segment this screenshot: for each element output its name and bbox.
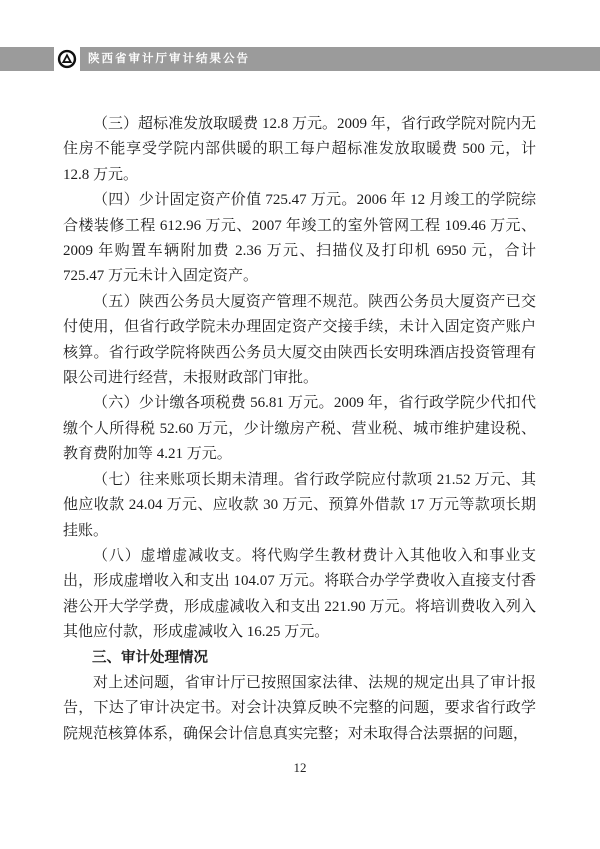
paragraph: （七）往来账项长期未清理。省行政学院应付款项 21.52 万元、其他应收款 24.04 万元、应收款 30 万元、预算外借款 17 万元等款项长期挂账。: [63, 471, 536, 539]
section-heading: 三、审计处理情况: [92, 649, 208, 666]
paragraph: （四）少计固定资产价值 725.47 万元。2006 年 12 月竣工的学院综合楼装修工程 612.96 万元、2007 年竣工的室外管网工程 109.46 万元、2009 年购置车辆附加费 2.36 万元、扫描仪及打印机 6950 元，合计 725.47 万元未计入固定资产。: [63, 192, 536, 285]
audit-emblem-icon: [57, 49, 77, 69]
paragraph: （六）少计缴各项税费 56.81 万元。2009 年，省行政学院少代扣代缴个人所得税 52.60 万元，少计缴房产税、营业税、城市维护建设税、教育费附加等 4.21 万元。: [63, 395, 536, 463]
paragraph: （三）超标准发放取暖费 12.8 万元。2009 年，省行政学院对院内无住房不能享受学院内部供暖的职工每户超标准发放取暖费 500 元，计 12.8 万元。: [63, 116, 536, 183]
document-body: [63, 112, 536, 747]
header-title: 陕西省审计厅审计结果公告: [88, 53, 250, 65]
paragraph: （八）虚增虚减收支。将代购学生教材费计入其他收入和事业支出，形成虚增收入和支出 104.07 万元。将联合办学学费收入直接支付香港公开大学学费，形成虚减收入和支出 221.90 万元。将培训费收入列入其他应付款，形成虚减收入 16.25 万元。: [63, 547, 536, 641]
paragraph: 对上述问题，省审计厅已按照国家法律、法规的规定出具了审计报告，下达了审计决定书。对会计决算反映不完整的问题，要求省行政学院规范核算体系，确保会计信息真实完整；对未取得合法票据的问题，: [63, 674, 536, 742]
paragraph: （五）陕西公务员大厦资产管理不规范。陕西公务员大厦资产已交付使用，但省行政学院未办理固定资产交接手续，未计入固定资产账户核算。省行政学院将陕西公务员大厦交由陕西长安明珠酒店投资管理有限公司进行经营，未报财政部门审批。: [63, 293, 536, 387]
audit-logo: [54, 44, 80, 73]
page-number: 12: [293, 760, 307, 775]
